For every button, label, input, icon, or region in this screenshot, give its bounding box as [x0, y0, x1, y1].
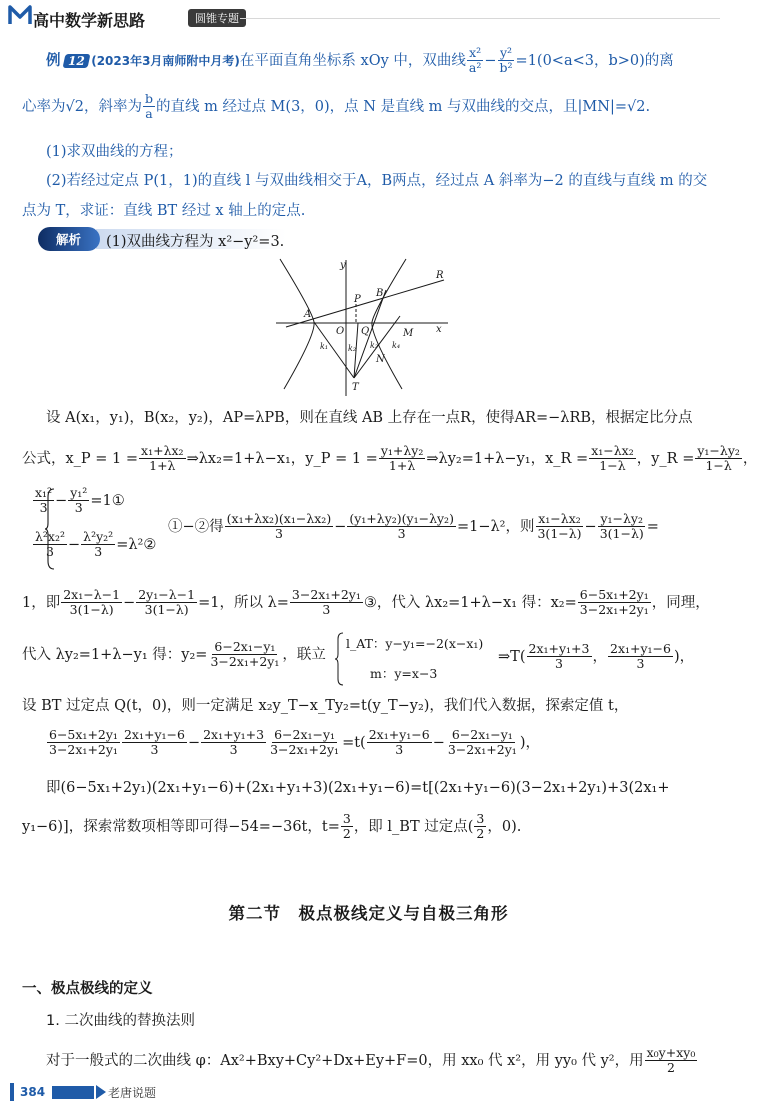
example-text-2b: 的直线 m 经过点 M(3，0)，点 N 是直线 m 与双曲线的交点，且|MN|=√2. — [155, 98, 651, 115]
footer-brand: 老唐说题 — [108, 1086, 157, 1100]
figure-label-M: M — [403, 328, 414, 339]
figure-label-T: T — [352, 382, 359, 393]
brand-name: 高中数学新思路 — [33, 11, 146, 30]
figure-label-Q: Q — [361, 326, 370, 337]
frac-x2-a2: $\frac{\text{x²}}{\text{a²}}$ — [468, 45, 482, 76]
frac-b-a: $\frac{b}{a}$ — [144, 91, 153, 122]
figure-label-O: O — [336, 326, 345, 337]
line-lat-equation: l_AT：y−y₁=−2(x−x₁) — [346, 636, 484, 651]
subsection-heading-1: 一、极点极线的定义 — [22, 981, 153, 997]
solution-p8: 即(6−5x₁+2y₁)(2x₁+y₁−6)+(2x₁+y₁+3)(2x₁+y₁−6)=t[(2x₁+y₁−6)(3−2x₁+2y₁)+3(2x₁+ — [46, 780, 670, 796]
section-paragraph: 对于一般式的二次曲线 φ：Ax²+Bxy+Cy²+Dx+Ey+F=0，用 xx₀ 代 x²，用 yy₀ 代 y²，用 $\frac{\text{x₀y+xy₀}}{2}$ — [46, 1045, 696, 1076]
system-eq-1: $\frac{\text{x₁²}}{3}$ − $\frac{\text{y₁²}}{3}$ =1① — [35, 485, 125, 516]
example-line-2 — [22, 92, 650, 122]
section-title: 第二节 极点极线定义与自极三角形 — [228, 904, 509, 923]
hyperbola-right-branch — [372, 259, 406, 389]
example-source: (2023年3月南师附中月考) — [91, 53, 240, 68]
example-word: 例 — [46, 52, 61, 69]
question-2-line-1: (2)若经过定点 P(1，1)的直线 l 与双曲线相交于A，B两点，经过点 A 斜率为−2 的直线与直线 m 的交 — [46, 173, 708, 189]
figure-label-k3: k₃ — [370, 341, 379, 350]
figure-label-N: N — [376, 354, 385, 365]
figure-label-k1: k₁ — [320, 342, 329, 351]
system-brace-2 — [334, 632, 344, 686]
figure-label-R: R — [436, 270, 444, 281]
figure-label-P: P — [354, 294, 361, 305]
question-1: (1)求双曲线的方程； — [46, 144, 183, 160]
frac-y2-b2: $\frac{\text{y²}}{\text{b²}}$ — [499, 45, 513, 76]
figure-label-k2: k₂ — [348, 344, 357, 353]
figure-label-x: x — [436, 324, 442, 335]
brand-logo-icon — [8, 4, 32, 26]
figure-label-k4: k₄ — [392, 341, 401, 350]
line-m-equation: m：y=x−3 — [370, 666, 438, 681]
example-text-1b: =1(0<a<3，b>0)的离 — [515, 52, 674, 69]
solution-p5: 代入 λy₂=1+λ−y₁ 得：y₂= $\frac{\text{6−2x₁−y₁}}{\text{3−2x₁+2y₁}}$ ，联立 — [22, 639, 326, 670]
solution-badge — [38, 227, 100, 251]
header-rule — [240, 18, 720, 19]
hyperbola-figure — [276, 256, 456, 396]
solution-p7: $\frac{\text{6−5x₁+2y₁}}{\text{3−2x₁+2y₁}}$ $\frac{\text{2x₁+y₁−6}}{3}$ − $\frac{\text{2x₁+y₁+3}}{3}$ $\frac{\text{6−2x₁−y₁}}{\text{3−2x₁+2y₁}}$ =t( $\frac{\text{2x₁+y₁−6}}{3}$ − $\frac{\text{6−2x₁−y₁}}{\text{3−2x₁+2y₁}}$ )， — [49, 727, 540, 758]
solution-p9: y₁−6)]，探索常数项相等即可得−54=−36t，t= $\frac{3}{2}$ ，即 l_BT 过定点( $\frac{3}{2}$ ，0). — [22, 811, 522, 842]
figure-label-B: B — [376, 288, 384, 299]
solution-p1: 设 A(x₁，y₁)，B(x₂，y₂)，AP=λPB，则在直线 AB 上存在一点R，使得AR=−λRB，根据定比分点 — [46, 410, 693, 426]
example-text-2a: 心率为√2，斜率为 — [22, 98, 142, 115]
brand-tag: 圆锥专题 — [188, 9, 246, 27]
solution-p4: 1，即 $\frac{\text{2x₁−λ−1}}{3(1-\lambda)}$ − $\frac{\text{2y₁−λ−1}}{3(1-\lambda)}$ =1，所以 λ= $\frac{\text{3−2x₁+2y₁}}{3}$ ③，代入 λx₂=1+λ−x₁ 得：x₂= $\frac{\text{6−5x₁+2y₁}}{\text{3−2x₁+2y₁}}$ ，同理， — [22, 587, 710, 618]
example-line-1: 例 12 (2023年3月南师附中月考)在平面直角坐标系 xOy 中，双曲线 $\frac{\text{x²}}{\text{a²}}$ − $\frac{\text{y²}}{\text{b²}}$ =1(0<a<3，b>0)的离 — [46, 45, 674, 76]
example-number: 12 — [62, 54, 90, 68]
solution-badge-label: 解析 — [56, 232, 82, 247]
subsection-heading-2: 1. 二次曲线的替换法则 — [46, 1013, 195, 1029]
figure-label-A: A — [304, 309, 312, 320]
system-eq-2: $\frac{\text{λ²x₂²}}{3}$ − $\frac{\text{λ²y₂²}}{3}$ =λ²② — [35, 529, 157, 560]
system-combine: ①−②得 $\frac{\text{(x₁+λx₂)(x₁−λx₂)}}{3}$ − $\frac{\text{(y₁+λy₂)(y₁−λy₂)}}{3}$ =1−λ²，则 $\frac{\text{x₁−λx₂}}{3(1-\lambda)}$ − $\frac{\text{y₁−λy₂}}{3(1-\lambda)}$ = — [168, 511, 659, 542]
page-number: 384 — [20, 1085, 46, 1099]
answer-1: (1)双曲线方程为 x²−y²=3. — [106, 234, 285, 250]
question-2-line-2: 点为 T，求证：直线 BT 经过 x 轴上的定点. — [22, 203, 306, 219]
solution-p2: 公式，x_P = 1 = $\frac{\text{x₁+λx₂}}{1+\lambda}$ ⇒λx₂=1+λ−x₁，y_P = 1 = $\frac{\text{y₁+λy₂}}{1+\lambda}$ ⇒λy₂=1+λ−y₁，x_R = $\frac{\text{x₁−λx₂}}{1-\lambda}$ ，y_R = $\frac{\text{y₁−λy₂}}{1-\lambda}$ ， — [22, 443, 757, 474]
solution-p6: 设 BT 过定点 Q(t，0)，则一定满足 x₂y_T−x_Ty₂=t(y_T−y₂)，我们代入数据，探索定值 t， — [22, 698, 629, 714]
example-text-1a: 在平面直角坐标系 xOy 中，双曲线 — [239, 52, 466, 69]
point-T: ⇒T( $\frac{\text{2x₁+y₁+3}}{3}$ ， $\frac{\text{2x₁+y₁−6}}{3}$ )， — [498, 641, 695, 672]
figure-label-y: y — [340, 260, 346, 271]
